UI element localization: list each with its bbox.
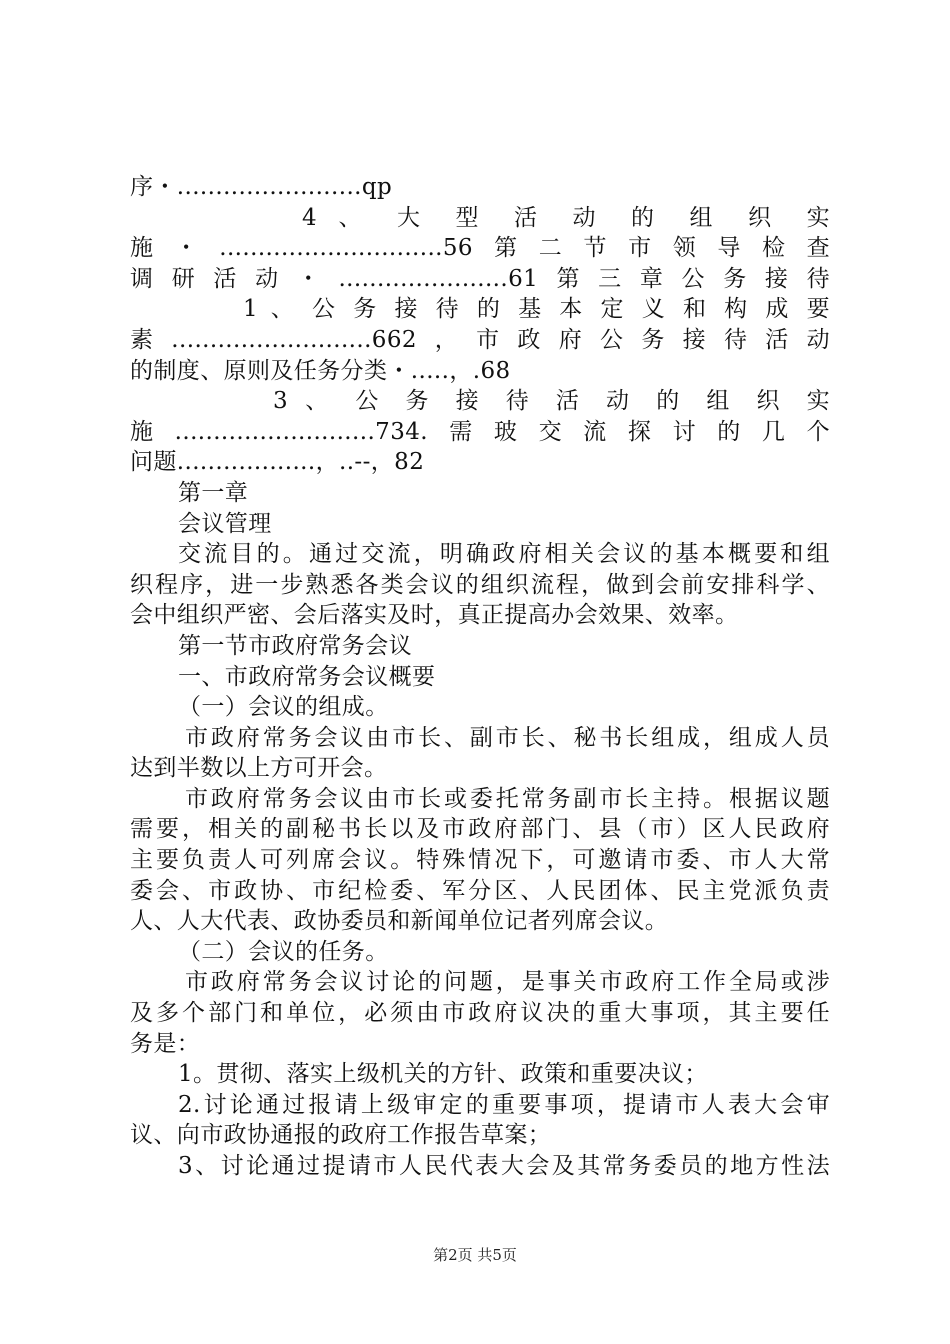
toc-line: 问题..................，..--，82: [130, 449, 425, 476]
task-item: 1。贯彻、落实上级机关的方针、政策和重要决议；: [178, 1061, 708, 1088]
task-item: 3、讨论通过提请市人民代表大会及其常务委员的地方性法: [178, 1153, 830, 1179]
toc-line: 序・........................qp: [130, 174, 393, 200]
toc-line: 施..........................734.需玻交流探讨的几个: [130, 418, 830, 445]
paragraph-line: 会中组织严密、会后落实及时，真正提高办会效果、效率。: [130, 602, 739, 629]
toc-line: 调研活动・......................61第三章公务接待: [130, 265, 830, 292]
paragraph-line: 主要负责人可列席会议。特殊情况下，可邀请市委、市人大常: [130, 847, 830, 874]
paragraph-line: 达到半数以上方可开会。: [130, 755, 388, 782]
task-item: 2.讨论通过报请上级审定的重要事项，提请市人表大会审: [178, 1091, 830, 1118]
item-heading: （一）会议的组成。: [178, 694, 389, 721]
paragraph-line: 市政府常务会议讨论的问题，是事关市政府工作全局或涉: [185, 969, 830, 996]
toc-entry-heading: 1 、 公 务 接 待 的 基 本 定 义 和 构 成 要: [243, 296, 830, 323]
paragraph-line: 交流目的。通过交流，明确政府相关会议的基本概要和组: [178, 541, 830, 568]
page-footer: 第2页 共5页: [433, 1246, 517, 1264]
toc-line: 素..........................662，市政府公务接待活动: [130, 326, 830, 353]
paragraph-line: 及多个部门和单位，必须由市政府议决的重大事项，其主要任: [130, 1000, 830, 1027]
paragraph-line: 人、人大代表、政协委员和新闻单位记者列席会议。: [130, 908, 669, 935]
paragraph-line: 委会、市政协、市纪检委、军分区、人民团体、民主党派负责: [130, 877, 830, 904]
subsection-heading: 一、市政府常务会议概要: [178, 663, 436, 690]
document-body: [130, 172, 830, 1182]
paragraph-line: 需要，相关的副秘书长以及市政府部门、县（市）区人民政府: [130, 816, 830, 843]
chapter-title: 会议管理: [178, 510, 272, 537]
section-heading: 第一节市政府常务会议: [178, 632, 412, 659]
toc-entry-heading: 4 、 大 型 活 动 的 组 织 实: [302, 204, 830, 231]
paragraph-line: 织程序，进一步熟悉各类会议的组织流程，做到会前安排科学、: [130, 571, 830, 598]
paragraph-line: 议、向市政协通报的政府工作报告草案；: [130, 1122, 552, 1149]
toc-entry-heading: 3 、 公 务 接 待 活 动 的 组 织 实: [273, 388, 830, 415]
toc-line: 施・.............................56第二节市领导检查: [130, 235, 830, 262]
paragraph-line: 市政府常务会议由市长、副市长、秘书长组成，组成人员: [185, 724, 830, 751]
chapter-number: 第一章: [178, 479, 249, 506]
paragraph-line: 务是：: [130, 1030, 201, 1057]
toc-line: 的制度、原则及任务分类・.....，.68: [130, 357, 511, 384]
item-heading: （二）会议的任务。: [178, 938, 389, 965]
paragraph-line: 市政府常务会议由市长或委托常务副市长主持。根据议题: [185, 785, 830, 812]
